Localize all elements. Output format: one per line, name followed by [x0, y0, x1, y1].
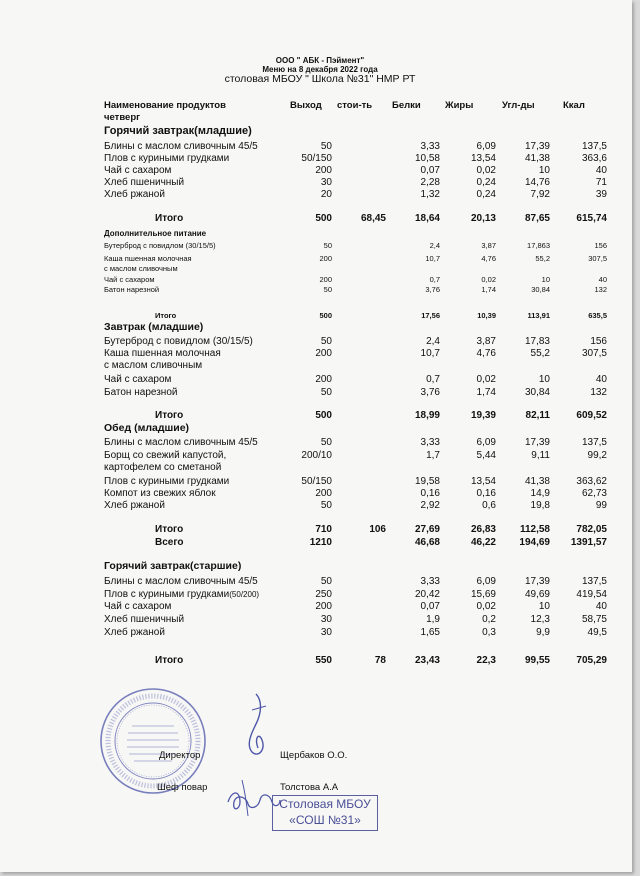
item-bel: 2,92: [420, 500, 440, 511]
total-kcal: 609,52: [576, 410, 607, 421]
total-ugl: 112,58: [519, 524, 550, 535]
item-name: Чай с сахаром: [104, 275, 155, 284]
item-out: 200: [319, 275, 332, 284]
canteen-stamp-line1: Столовая МБОУ: [279, 797, 371, 811]
total-out: 500: [315, 213, 332, 224]
item-kcal: 99: [595, 500, 607, 511]
director-label: Директор: [159, 750, 201, 761]
total-row: [0, 311, 640, 321]
item-name: Батон нарезной: [104, 285, 160, 294]
item-bel: 10,58: [414, 153, 440, 164]
table-row: [0, 254, 640, 264]
item-fat: 0,16: [476, 488, 496, 499]
item-ugl: 10: [538, 601, 550, 612]
item-fat: 0,02: [481, 275, 496, 284]
item-out: 50: [320, 141, 332, 152]
item-name: Плов с куриными грудками: [104, 153, 230, 164]
item-ugl: 17,83: [524, 336, 550, 347]
item-fat: 4,76: [476, 348, 496, 359]
item-kcal: 62,73: [581, 488, 607, 499]
total-label: Итого: [155, 410, 184, 421]
item-ugl: 17,39: [524, 141, 550, 152]
item-ugl: 10: [538, 374, 550, 385]
item-ugl: 49,69: [524, 589, 550, 600]
total-cost: 106: [369, 524, 386, 535]
table-row: [0, 576, 640, 588]
table-row: [0, 275, 640, 285]
section-lunch-junior: Обед (младшие): [104, 422, 190, 434]
table-row: [0, 165, 640, 177]
director-name: Щербаков О.О.: [280, 750, 348, 761]
total-fat: 46,22: [470, 537, 496, 548]
total-out: 500: [319, 311, 332, 320]
table-row: [0, 614, 640, 626]
item-ugl: 55,2: [535, 254, 550, 263]
item-name: с маслом сливочным: [104, 264, 178, 273]
item-bel: 3,33: [420, 576, 440, 587]
item-bel: 1,9: [426, 614, 440, 625]
item-ugl: 14,9: [530, 488, 550, 499]
item-bel: 20,42: [414, 589, 440, 600]
table-row: [0, 177, 640, 189]
item-out: 50/150: [301, 476, 332, 487]
item-fat: 13,54: [470, 476, 496, 487]
item-ugl: 17,863: [527, 241, 550, 250]
total-out: 1210: [309, 537, 332, 548]
item-out: 30: [320, 614, 332, 625]
item-name: Чай с сахаром: [104, 165, 172, 176]
col-cost: стои-ть: [337, 100, 373, 111]
total-kcal: 782,05: [576, 524, 607, 535]
table-row: [0, 387, 640, 399]
item-out: 50: [320, 336, 332, 347]
item-bel: 10,7: [425, 254, 440, 263]
item-out: 50: [320, 437, 332, 448]
item-name: Компот из свежих яблок: [104, 488, 216, 499]
item-bel: 1,65: [420, 627, 440, 638]
total-fat: 19,39: [470, 410, 496, 421]
item-fat: 6,09: [476, 437, 496, 448]
item-kcal: 156: [590, 336, 607, 347]
table-row-continuation: [0, 360, 640, 372]
item-out: 50: [320, 576, 332, 587]
item-ugl: 30,84: [531, 285, 550, 294]
item-out: 50: [323, 241, 332, 250]
item-bel: 1,32: [420, 189, 440, 200]
item-fat: 0,6: [482, 500, 496, 511]
total-label: Итого: [155, 655, 184, 666]
item-fat: 0,02: [476, 165, 496, 176]
item-kcal: 137,5: [581, 576, 607, 587]
item-name: Блины с маслом сливочным 45/5: [104, 576, 258, 587]
item-kcal: 71: [595, 177, 607, 188]
item-fat: 1,74: [476, 387, 496, 398]
item-name: с маслом сливочным: [104, 360, 203, 371]
item-bel: 3,76: [425, 285, 440, 294]
total-bel: 18,64: [414, 213, 440, 224]
item-bel: 3,33: [420, 437, 440, 448]
item-bel: 19,58: [414, 476, 440, 487]
grand-total-label: Всего: [155, 537, 184, 548]
item-bel: 0,7: [429, 275, 440, 284]
item-fat: 0,02: [476, 374, 496, 385]
item-name: Батон нарезной: [104, 387, 178, 398]
item-kcal: 363,6: [581, 153, 607, 164]
item-ugl: 55,2: [530, 348, 550, 359]
item-fat: 6,09: [476, 141, 496, 152]
item-out: 30: [320, 627, 332, 638]
item-name: Чай с сахаром: [104, 374, 172, 385]
item-name: Хлеб ржаной: [104, 500, 165, 511]
section-hot-breakfast-junior: Горячий завтрак(младшие): [104, 125, 252, 137]
total-fat: 20,13: [470, 213, 496, 224]
item-kcal: 156: [594, 241, 607, 250]
item-bel: 10,7: [420, 348, 440, 359]
item-bel: 0,07: [420, 601, 440, 612]
total-out: 550: [315, 655, 332, 666]
canteen-stamp-line2: «СОШ №31»: [289, 813, 361, 827]
col-day: четверг: [104, 112, 141, 123]
item-fat: 3,87: [476, 336, 496, 347]
total-kcal: 705,29: [576, 655, 607, 666]
col-fat: Жиры: [445, 100, 474, 111]
table-row: [0, 189, 640, 201]
item-kcal: 40: [595, 601, 607, 612]
total-bel: 17,56: [421, 311, 440, 320]
item-kcal: 132: [590, 387, 607, 398]
total-ugl: 87,65: [524, 213, 550, 224]
item-ugl: 9,9: [536, 627, 550, 638]
item-name: Бутерброд с повидлом (30/15/5): [104, 336, 253, 347]
total-ugl: 82,11: [525, 410, 550, 421]
total-ugl: 99,55: [524, 655, 550, 666]
item-kcal: 99,2: [587, 450, 607, 461]
item-out: 50: [323, 285, 332, 294]
total-kcal: 615,74: [576, 213, 607, 224]
table-row: [0, 141, 640, 153]
item-out: 50: [320, 387, 332, 398]
table-row-continuation: [0, 462, 640, 474]
item-kcal: 40: [598, 275, 607, 284]
table-row-continuation: [0, 264, 640, 274]
item-bel: 0,16: [420, 488, 440, 499]
total-fat: 26,83: [470, 524, 496, 535]
total-row: [0, 213, 640, 225]
item-bel: 0,07: [420, 165, 440, 176]
item-fat: 3,87: [481, 241, 496, 250]
section-breakfast-junior: Завтрак (младшие): [104, 321, 204, 333]
item-ugl: 41,38: [524, 476, 550, 487]
item-fat: 0,2: [482, 614, 496, 625]
item-ugl: 10: [538, 165, 550, 176]
item-out: 200/10: [301, 450, 332, 461]
item-kcal: 49,5: [587, 627, 607, 638]
table-row: [0, 348, 640, 360]
total-row: [0, 410, 640, 422]
total-fat: 22,3: [476, 655, 496, 666]
item-out: 50/150: [301, 153, 332, 164]
item-bel: 0,7: [426, 374, 440, 385]
item-ugl: 41,38: [524, 153, 550, 164]
item-bel: 3,76: [420, 387, 440, 398]
item-out: 200: [315, 374, 332, 385]
table-row: [0, 589, 640, 601]
total-bel: 27,69: [414, 524, 440, 535]
item-out: 200: [319, 254, 332, 263]
total-cost: 68,45: [360, 213, 386, 224]
total-row: [0, 655, 640, 667]
col-ugl: Угл-ды: [502, 100, 535, 111]
item-name: Хлеб пшеничный: [104, 614, 185, 625]
total-label: Итого: [155, 311, 177, 320]
item-kcal: 137,5: [581, 437, 607, 448]
item-bel: 1,7: [426, 450, 440, 461]
table-row: [0, 437, 640, 449]
item-bel: 3,33: [420, 141, 440, 152]
chef-label: Шеф повар: [157, 782, 208, 793]
chef-name: Толстова А.А: [280, 782, 339, 793]
table-row: [0, 374, 640, 386]
total-kcal: 635,5: [588, 311, 607, 320]
col-bel: Белки: [392, 100, 421, 111]
item-fat: 6,09: [476, 576, 496, 587]
item-kcal: 40: [595, 165, 607, 176]
director-signature: [232, 690, 282, 765]
item-ugl: 14,76: [524, 177, 550, 188]
item-ugl: 12,3: [530, 614, 550, 625]
item-out: 20: [320, 189, 332, 200]
item-fat: 0,02: [476, 601, 496, 612]
item-kcal: 307,5: [581, 348, 607, 359]
total-ugl: 113,91: [527, 311, 550, 320]
table-row: [0, 500, 640, 512]
item-name: Блины с маслом сливочным 45/5: [104, 141, 258, 152]
item-name: Каша пшенная молочная: [104, 348, 221, 359]
item-ugl: 17,39: [524, 437, 550, 448]
total-bel: 46,68: [414, 537, 440, 548]
table-row: [0, 450, 640, 462]
canteen-name: столовая МБОУ " Школа №31" НМР РТ: [224, 73, 416, 85]
item-portion: (50/200): [229, 590, 260, 599]
item-out: 200: [315, 165, 332, 176]
table-row: [0, 153, 640, 165]
item-fat: 0,24: [476, 177, 496, 188]
item-ugl: 17,39: [524, 576, 550, 587]
table-row: [0, 488, 640, 500]
table-row: [0, 241, 640, 251]
item-ugl: 19,8: [530, 500, 550, 511]
item-kcal: 137,5: [581, 141, 607, 152]
item-ugl: 30,84: [524, 387, 550, 398]
total-cost: 78: [374, 655, 386, 666]
total-out: 710: [315, 524, 332, 535]
item-fat: 13,54: [470, 153, 496, 164]
item-name: Блины с маслом сливочным 45/5: [104, 437, 258, 448]
item-ugl: 9,11: [531, 450, 550, 461]
total-row: [0, 524, 640, 536]
item-name: Плов с куриными грудками: [104, 476, 230, 487]
item-out: 30: [320, 177, 332, 188]
item-out: 200: [315, 601, 332, 612]
item-fat: 4,76: [481, 254, 496, 263]
grand-total-row: [0, 537, 640, 549]
item-fat: 1,74: [481, 285, 496, 294]
item-kcal: 307,5: [588, 254, 607, 263]
item-kcal: 58,75: [581, 614, 607, 625]
item-kcal: 40: [595, 374, 607, 385]
total-bel: 23,43: [414, 655, 440, 666]
item-name: Чай с сахаром: [104, 601, 172, 612]
total-ugl: 194,69: [519, 537, 550, 548]
item-name: Борщ со свежий капустой,: [104, 450, 227, 461]
table-row: [0, 336, 640, 348]
item-out: 250: [315, 589, 332, 600]
item-kcal: 363,62: [576, 476, 607, 487]
item-out: 200: [315, 488, 332, 499]
item-kcal: 132: [594, 285, 607, 294]
item-fat: 0,3: [482, 627, 496, 638]
section-hot-breakfast-senior: Горячий завтрак(старшие): [104, 560, 242, 572]
total-bel: 18,99: [414, 410, 440, 421]
item-name: Хлеб ржаной: [104, 189, 165, 200]
table-row: [0, 601, 640, 613]
item-name-text: Плов с куриными грудками: [104, 589, 230, 600]
item-ugl: 7,92: [530, 189, 550, 200]
item-fat: 15,69: [470, 589, 496, 600]
item-name: картофелем со сметаной: [104, 462, 222, 473]
total-fat: 10,39: [477, 311, 496, 320]
item-bel: 2,28: [420, 177, 440, 188]
table-row: [0, 285, 640, 295]
item-name: Хлеб пшеничный: [104, 177, 185, 188]
section-additional-food: Дополнительное питание: [104, 229, 207, 238]
item-name: Бутерброд с повидлом (30/15/5): [104, 241, 216, 250]
total-kcal: 1391,57: [570, 537, 607, 548]
item-name: Каша пшенная молочная: [104, 254, 192, 263]
col-out: Выход: [290, 100, 322, 111]
item-out: 200: [315, 348, 332, 359]
table-row: [0, 627, 640, 639]
item-bel: 2,4: [426, 336, 440, 347]
item-bel: 2,4: [429, 241, 440, 250]
item-fat: 5,44: [476, 450, 496, 461]
item-ugl: 10: [541, 275, 550, 284]
canteen-stamp: [272, 795, 378, 831]
item-name: Хлеб ржаной: [104, 627, 165, 638]
menu-date: Меню на 8 декабря 2022 года: [262, 65, 378, 74]
table-row: [0, 476, 640, 488]
company-line: ООО " АБК - Пэймент": [275, 56, 365, 65]
item-out: 50: [320, 500, 332, 511]
total-out: 500: [315, 410, 332, 421]
col-name: Наименование продуктов: [104, 100, 226, 111]
total-label: Итого: [155, 524, 184, 535]
col-kcal: Ккал: [563, 100, 585, 111]
item-fat: 0,24: [476, 189, 496, 200]
total-label: Итого: [155, 213, 184, 224]
round-stamp: [98, 686, 208, 796]
item-kcal: 39: [595, 189, 607, 200]
item-kcal: 419,54: [576, 589, 607, 600]
item-name: [104, 589, 259, 601]
